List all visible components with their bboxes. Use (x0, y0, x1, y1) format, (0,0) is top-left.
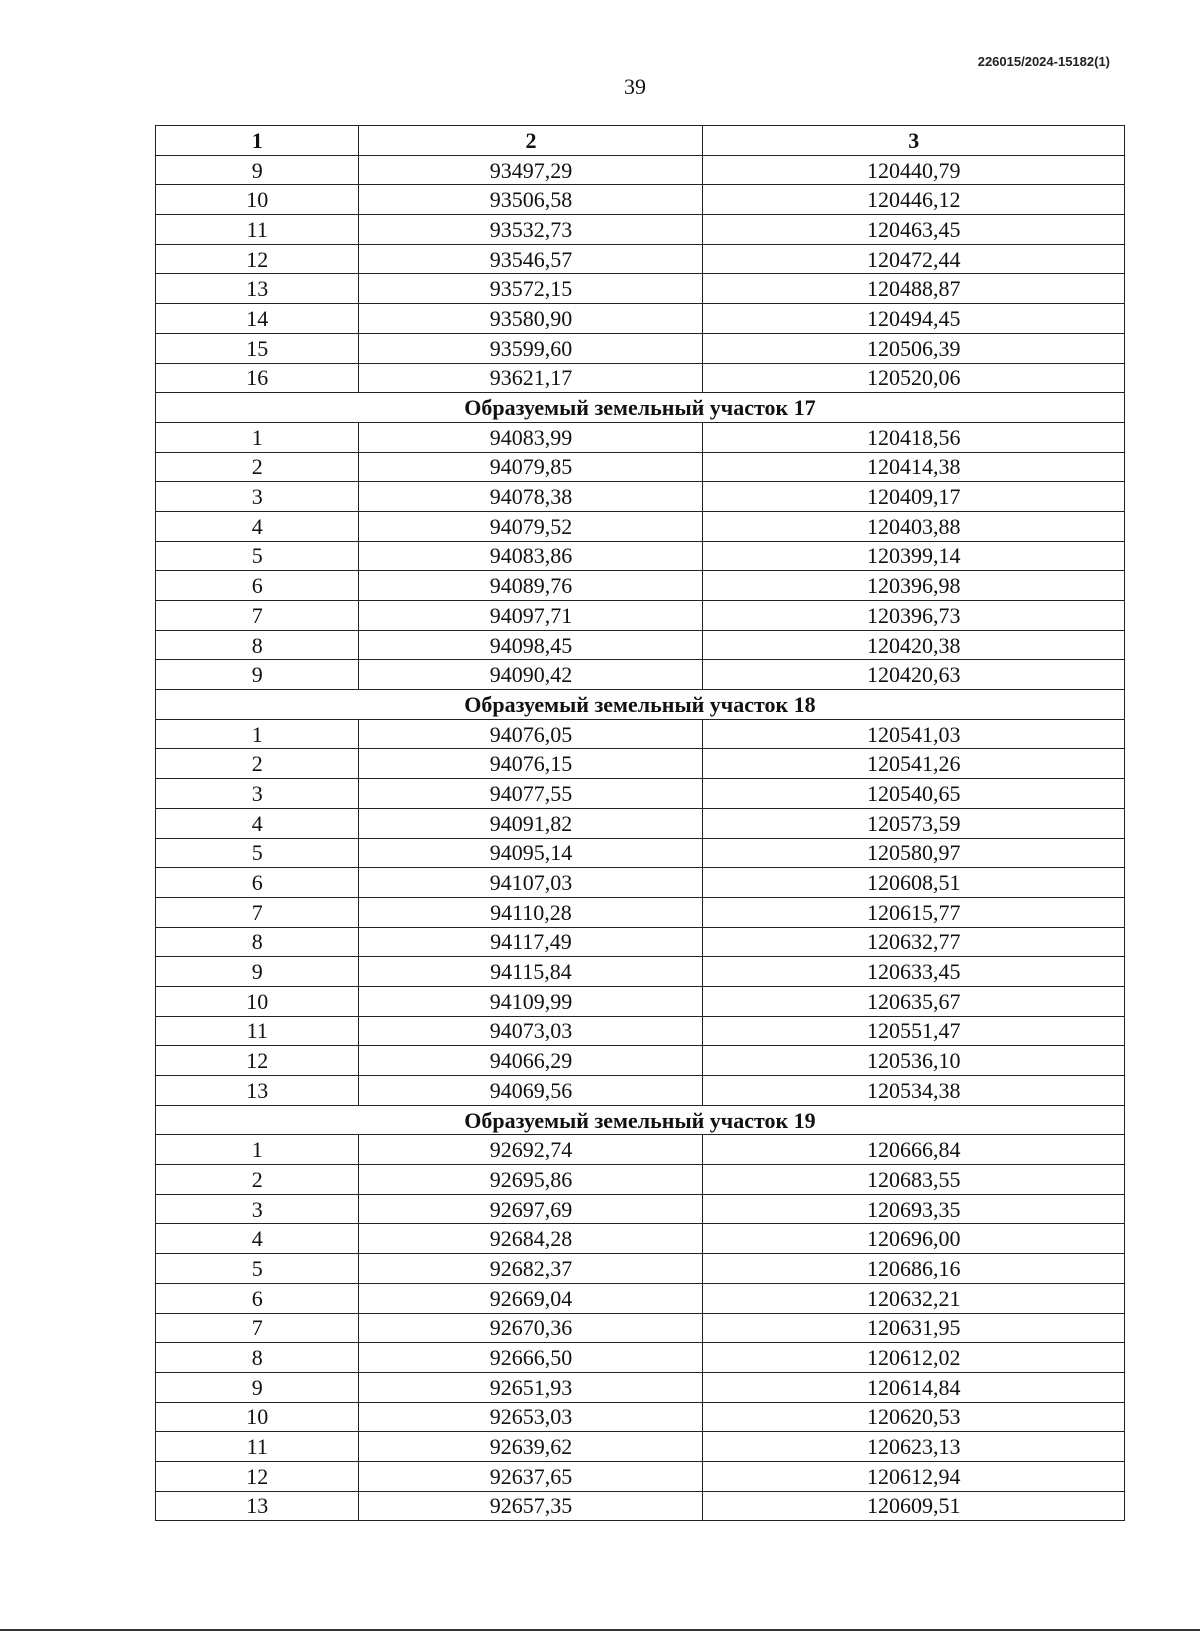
x-coordinate-cell: 94091,82 (359, 808, 703, 838)
page-number: 39 (624, 74, 646, 99)
table-row (156, 1254, 1125, 1284)
x-coordinate-cell: 94098,45 (359, 630, 703, 660)
table-row (156, 749, 1125, 779)
x-coordinate-cell: 94069,56 (359, 1076, 703, 1106)
point-number-cell: 2 (156, 1165, 359, 1195)
point-number-cell: 13 (156, 274, 359, 304)
x-coordinate-cell: 93497,29 (359, 155, 703, 185)
point-number-cell: 3 (156, 1194, 359, 1224)
table-row (156, 422, 1125, 452)
point-number-cell: 9 (156, 1372, 359, 1402)
point-number-cell: 7 (156, 1313, 359, 1343)
x-coordinate-cell: 93546,57 (359, 244, 703, 274)
section-title: Образуемый земельный участок 18 (156, 690, 1125, 720)
x-coordinate-cell: 94115,84 (359, 957, 703, 987)
y-coordinate-cell: 120609,51 (703, 1491, 1125, 1521)
y-coordinate-cell: 120551,47 (703, 1016, 1125, 1046)
document-id: 226015/2024-15182(1) (977, 54, 1110, 69)
point-number-cell: 9 (156, 660, 359, 690)
x-coordinate-cell: 94076,15 (359, 749, 703, 779)
table-row (156, 1165, 1125, 1195)
y-coordinate-cell: 120446,12 (703, 185, 1125, 215)
y-coordinate-cell: 120463,45 (703, 215, 1125, 245)
x-coordinate-cell: 94078,38 (359, 482, 703, 512)
y-coordinate-cell: 120541,03 (703, 719, 1125, 749)
table-row (156, 986, 1125, 1016)
x-coordinate-cell: 94107,03 (359, 868, 703, 898)
table-row (156, 660, 1125, 690)
y-coordinate-cell: 120403,88 (703, 511, 1125, 541)
point-number-cell: 11 (156, 215, 359, 245)
x-coordinate-cell: 94090,42 (359, 660, 703, 690)
point-number-cell: 9 (156, 155, 359, 185)
y-coordinate-cell: 120612,02 (703, 1343, 1125, 1373)
table-row (156, 511, 1125, 541)
y-coordinate-cell: 120696,00 (703, 1224, 1125, 1254)
x-coordinate-cell: 92669,04 (359, 1283, 703, 1313)
x-coordinate-cell: 94073,03 (359, 1016, 703, 1046)
point-number-cell: 1 (156, 1135, 359, 1165)
x-coordinate-cell: 94083,99 (359, 422, 703, 452)
point-number-cell: 11 (156, 1016, 359, 1046)
table-row (156, 185, 1125, 215)
table-row (156, 155, 1125, 185)
point-number-cell: 16 (156, 363, 359, 393)
y-coordinate-cell: 120488,87 (703, 274, 1125, 304)
x-coordinate-cell: 93621,17 (359, 363, 703, 393)
table-row (156, 1135, 1125, 1165)
x-coordinate-cell: 92637,65 (359, 1461, 703, 1491)
table-row (156, 719, 1125, 749)
table-row (156, 452, 1125, 482)
table-row (156, 601, 1125, 631)
y-coordinate-cell: 120536,10 (703, 1046, 1125, 1076)
x-coordinate-cell: 93532,73 (359, 215, 703, 245)
x-coordinate-cell: 93572,15 (359, 274, 703, 304)
y-coordinate-cell: 120520,06 (703, 363, 1125, 393)
y-coordinate-cell: 120396,98 (703, 571, 1125, 601)
x-coordinate-cell: 92695,86 (359, 1165, 703, 1195)
table-row (156, 244, 1125, 274)
y-coordinate-cell: 120534,38 (703, 1076, 1125, 1106)
y-coordinate-cell: 120506,39 (703, 333, 1125, 363)
table-row (156, 482, 1125, 512)
point-number-cell: 3 (156, 779, 359, 809)
point-number-cell: 2 (156, 452, 359, 482)
y-coordinate-cell: 120632,21 (703, 1283, 1125, 1313)
y-coordinate-cell: 120414,38 (703, 452, 1125, 482)
section-header-row (156, 393, 1125, 423)
point-number-cell: 10 (156, 986, 359, 1016)
x-coordinate-cell: 94066,29 (359, 1046, 703, 1076)
y-coordinate-cell: 120440,79 (703, 155, 1125, 185)
page-bottom-edge (0, 1629, 1200, 1631)
x-coordinate-cell: 94077,55 (359, 779, 703, 809)
y-coordinate-cell: 120666,84 (703, 1135, 1125, 1165)
y-coordinate-cell: 120396,73 (703, 601, 1125, 631)
point-number-cell: 12 (156, 1046, 359, 1076)
point-number-cell: 7 (156, 897, 359, 927)
point-number-cell: 5 (156, 541, 359, 571)
x-coordinate-cell: 92653,03 (359, 1402, 703, 1432)
table-row (156, 1402, 1125, 1432)
point-number-cell: 14 (156, 304, 359, 334)
coordinates-table (155, 125, 1125, 1521)
x-coordinate-cell: 92657,35 (359, 1491, 703, 1521)
x-coordinate-cell: 93580,90 (359, 304, 703, 334)
point-number-cell: 8 (156, 927, 359, 957)
point-number-cell: 1 (156, 719, 359, 749)
y-coordinate-cell: 120623,13 (703, 1432, 1125, 1462)
x-coordinate-cell: 94109,99 (359, 986, 703, 1016)
y-coordinate-cell: 120418,56 (703, 422, 1125, 452)
x-coordinate-cell: 94076,05 (359, 719, 703, 749)
section-header-row (156, 690, 1125, 720)
y-coordinate-cell: 120615,77 (703, 897, 1125, 927)
x-coordinate-cell: 94079,52 (359, 511, 703, 541)
point-number-cell: 4 (156, 808, 359, 838)
y-coordinate-cell: 120693,35 (703, 1194, 1125, 1224)
y-coordinate-cell: 120494,45 (703, 304, 1125, 334)
x-coordinate-cell: 92682,37 (359, 1254, 703, 1284)
table-row (156, 630, 1125, 660)
table-row (156, 304, 1125, 334)
table-row (156, 1461, 1125, 1491)
point-number-cell: 12 (156, 244, 359, 274)
point-number-cell: 2 (156, 749, 359, 779)
table-row (156, 1372, 1125, 1402)
y-coordinate-cell: 120399,14 (703, 541, 1125, 571)
point-number-cell: 13 (156, 1076, 359, 1106)
x-coordinate-cell: 92692,74 (359, 1135, 703, 1165)
x-coordinate-cell: 93599,60 (359, 333, 703, 363)
y-coordinate-cell: 120686,16 (703, 1254, 1125, 1284)
x-coordinate-cell: 92639,62 (359, 1432, 703, 1462)
section-title: Образуемый земельный участок 19 (156, 1105, 1125, 1135)
y-coordinate-cell: 120612,94 (703, 1461, 1125, 1491)
point-number-cell: 6 (156, 868, 359, 898)
point-number-cell: 9 (156, 957, 359, 987)
table-row (156, 779, 1125, 809)
table-row (156, 274, 1125, 304)
table-row (156, 1224, 1125, 1254)
x-coordinate-cell: 94117,49 (359, 927, 703, 957)
column-header-y: 3 (703, 126, 1125, 156)
table-row (156, 897, 1125, 927)
point-number-cell: 5 (156, 1254, 359, 1284)
column-header-point: 1 (156, 126, 359, 156)
x-coordinate-cell: 92651,93 (359, 1372, 703, 1402)
y-coordinate-cell: 120632,77 (703, 927, 1125, 957)
table-row (156, 1432, 1125, 1462)
table-row (156, 363, 1125, 393)
point-number-cell: 10 (156, 1402, 359, 1432)
point-number-cell: 12 (156, 1461, 359, 1491)
y-coordinate-cell: 120420,38 (703, 630, 1125, 660)
table-row (156, 571, 1125, 601)
x-coordinate-cell: 94079,85 (359, 452, 703, 482)
x-coordinate-cell: 94110,28 (359, 897, 703, 927)
x-coordinate-cell: 92697,69 (359, 1194, 703, 1224)
y-coordinate-cell: 120620,53 (703, 1402, 1125, 1432)
y-coordinate-cell: 120409,17 (703, 482, 1125, 512)
point-number-cell: 4 (156, 1224, 359, 1254)
y-coordinate-cell: 120635,67 (703, 986, 1125, 1016)
x-coordinate-cell: 94097,71 (359, 601, 703, 631)
point-number-cell: 5 (156, 838, 359, 868)
table-row (156, 1313, 1125, 1343)
y-coordinate-cell: 120541,26 (703, 749, 1125, 779)
table-body (156, 155, 1125, 1521)
y-coordinate-cell: 120573,59 (703, 808, 1125, 838)
table-row (156, 1283, 1125, 1313)
table-row (156, 333, 1125, 363)
point-number-cell: 11 (156, 1432, 359, 1462)
x-coordinate-cell: 94089,76 (359, 571, 703, 601)
point-number-cell: 1 (156, 422, 359, 452)
table-row (156, 215, 1125, 245)
point-number-cell: 8 (156, 1343, 359, 1373)
table-row (156, 1343, 1125, 1373)
x-coordinate-cell: 94095,14 (359, 838, 703, 868)
table-row (156, 1016, 1125, 1046)
column-header-x: 2 (359, 126, 703, 156)
y-coordinate-cell: 120420,63 (703, 660, 1125, 690)
table-row (156, 1076, 1125, 1106)
y-coordinate-cell: 120631,95 (703, 1313, 1125, 1343)
table-row (156, 1046, 1125, 1076)
point-number-cell: 4 (156, 511, 359, 541)
point-number-cell: 3 (156, 482, 359, 512)
point-number-cell: 6 (156, 1283, 359, 1313)
point-number-cell: 7 (156, 601, 359, 631)
table-row (156, 808, 1125, 838)
point-number-cell: 13 (156, 1491, 359, 1521)
point-number-cell: 6 (156, 571, 359, 601)
y-coordinate-cell: 120472,44 (703, 244, 1125, 274)
table-row (156, 1491, 1125, 1521)
section-header-row (156, 1105, 1125, 1135)
y-coordinate-cell: 120683,55 (703, 1165, 1125, 1195)
x-coordinate-cell: 94083,86 (359, 541, 703, 571)
table-row (156, 868, 1125, 898)
point-number-cell: 8 (156, 630, 359, 660)
x-coordinate-cell: 93506,58 (359, 185, 703, 215)
y-coordinate-cell: 120633,45 (703, 957, 1125, 987)
x-coordinate-cell: 92666,50 (359, 1343, 703, 1373)
table-row (156, 1194, 1125, 1224)
table-row (156, 927, 1125, 957)
y-coordinate-cell: 120540,65 (703, 779, 1125, 809)
table-header-row (156, 126, 1125, 156)
y-coordinate-cell: 120614,84 (703, 1372, 1125, 1402)
x-coordinate-cell: 92670,36 (359, 1313, 703, 1343)
table-row (156, 838, 1125, 868)
table-row (156, 957, 1125, 987)
section-title: Образуемый земельный участок 17 (156, 393, 1125, 423)
x-coordinate-cell: 92684,28 (359, 1224, 703, 1254)
point-number-cell: 10 (156, 185, 359, 215)
table-row (156, 541, 1125, 571)
y-coordinate-cell: 120580,97 (703, 838, 1125, 868)
y-coordinate-cell: 120608,51 (703, 868, 1125, 898)
point-number-cell: 15 (156, 333, 359, 363)
